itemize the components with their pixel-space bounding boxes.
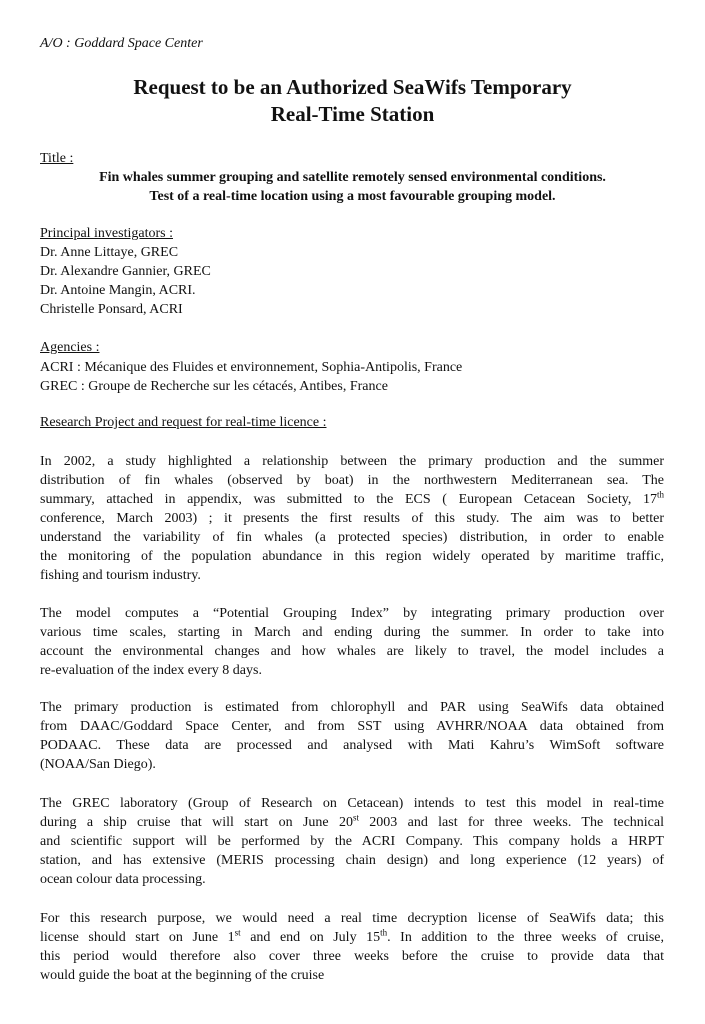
paragraph-line: re-evaluation of the index every 8 days. [40, 663, 262, 678]
paragraph-line: distribution of fin whales (observed by boat) in the northwestern Mediterranean sea. The [40, 473, 664, 488]
paragraph-line: The GREC laboratory (Group of Research on Cetacean) intends to test this model in real-time [40, 796, 664, 811]
agencies-list [40, 358, 462, 396]
line-segment: 2003 and last for three weeks. The technical [358, 815, 665, 830]
paragraph-line: from DAAC/Goddard Space Center, and from SST using AVHRR/NOAA data obtained from [40, 719, 664, 734]
agencies-label: Agencies : [40, 340, 100, 355]
list-item: Dr. Alexandre Gannier, GREC [40, 264, 211, 279]
project-title-line-1: Fin whales summer grouping and satellite remotely sensed environmental conditions. [99, 170, 606, 185]
investigators-label: Principal investigators : [40, 226, 173, 241]
paragraph-line: conference, March 2003) ; it presents the first results of this study. The aim was to better [40, 511, 664, 526]
paragraph-1 [40, 452, 664, 585]
paragraph-line: station, and has extensive (MERIS processing chain design) and long experience (12 years) of [40, 853, 664, 868]
paragraph-line: In 2002, a study highlighted a relationship between the primary production and the summer [40, 454, 664, 469]
paragraph-line: various time scales, starting in March and ending during the summer. In order to take into [40, 625, 664, 640]
list-item: Dr. Antoine Mangin, ACRI. [40, 283, 196, 298]
project-title [0, 168, 705, 206]
paragraph-line: the monitoring of the population abundance in this region widely operated by maritime traffic, [40, 549, 664, 564]
paragraph-line: and scientific support will be performed by the ACRI Company. This company holds a HRPT [40, 834, 664, 849]
paragraph-line: ocean colour data processing. [40, 872, 206, 887]
list-item: GREC : Groupe de Recherche sur les cétacés, Antibes, France [40, 379, 388, 394]
investigators-list [40, 243, 211, 319]
superscript: st [234, 927, 241, 938]
list-item: Christelle Ponsard, ACRI [40, 302, 183, 317]
title-section-label: Title : [40, 151, 74, 166]
paragraph-4 [40, 794, 664, 889]
superscript: th [656, 489, 664, 500]
paragraph-line: The model computes a “Potential Grouping Index” by integrating primary production over [40, 606, 664, 621]
paragraph-line: The primary production is estimated from chlorophyll and PAR using SeaWifs data obtained [40, 700, 664, 715]
paragraph-line [40, 928, 664, 947]
paragraph-line: (NOAA/San Diego). [40, 757, 156, 772]
line-segment: summary, attached in appendix, was submitted to the ECS ( European Cetacean Society, 17 [40, 492, 657, 507]
line-segment: and end on July 15 [240, 930, 381, 945]
paragraph-line [40, 813, 664, 832]
line-segment: during a ship cruise that will start on June 20 [40, 815, 353, 830]
paragraph-line: For this research purpose, we would need a real time decryption license of SeaWifs data; this [40, 911, 664, 926]
list-item: Dr. Anne Littaye, GREC [40, 245, 179, 260]
paragraph-line: PODAAC. These data are processed and analysed with Mati Kahru’s WimSoft software [40, 738, 664, 753]
research-label: Research Project and request for real-time licence : [40, 415, 327, 430]
page-title-line-2: Real-Time Station [270, 102, 435, 126]
paragraph-line: account the environmental changes and how whales are likely to travel, the model includes a [40, 644, 664, 659]
paragraph-line: would guide the boat at the beginning of the cruise [40, 968, 325, 983]
paragraph-5 [40, 909, 664, 985]
line-segment: . In addition to the three weeks of cruise, [387, 930, 665, 945]
project-title-line-2: Test of a real-time location using a most favourable grouping model. [149, 189, 556, 204]
paragraph-2 [40, 604, 664, 680]
superscript: th [380, 927, 388, 938]
page-title [0, 74, 705, 128]
superscript: st [352, 812, 359, 823]
list-item: ACRI : Mécanique des Fluides et environnement, Sophia-Antipolis, France [40, 360, 463, 375]
page-title-line-1: Request to be an Authorized SeaWifs Temporary [133, 75, 572, 99]
paragraph-line: understand the variability of fin whales (a protected species) distribution, in order to enable [40, 530, 664, 545]
line-segment: license should start on June 1 [40, 930, 235, 945]
paragraph-line: fishing and tourism industry. [40, 568, 201, 583]
paragraph-line: this period would therefore also cover three weeks before the cruise to provide data that [40, 949, 664, 964]
paragraph-3 [40, 698, 664, 774]
ao-line: A/O : Goddard Space Center [40, 36, 203, 51]
paragraph-line [40, 490, 664, 509]
